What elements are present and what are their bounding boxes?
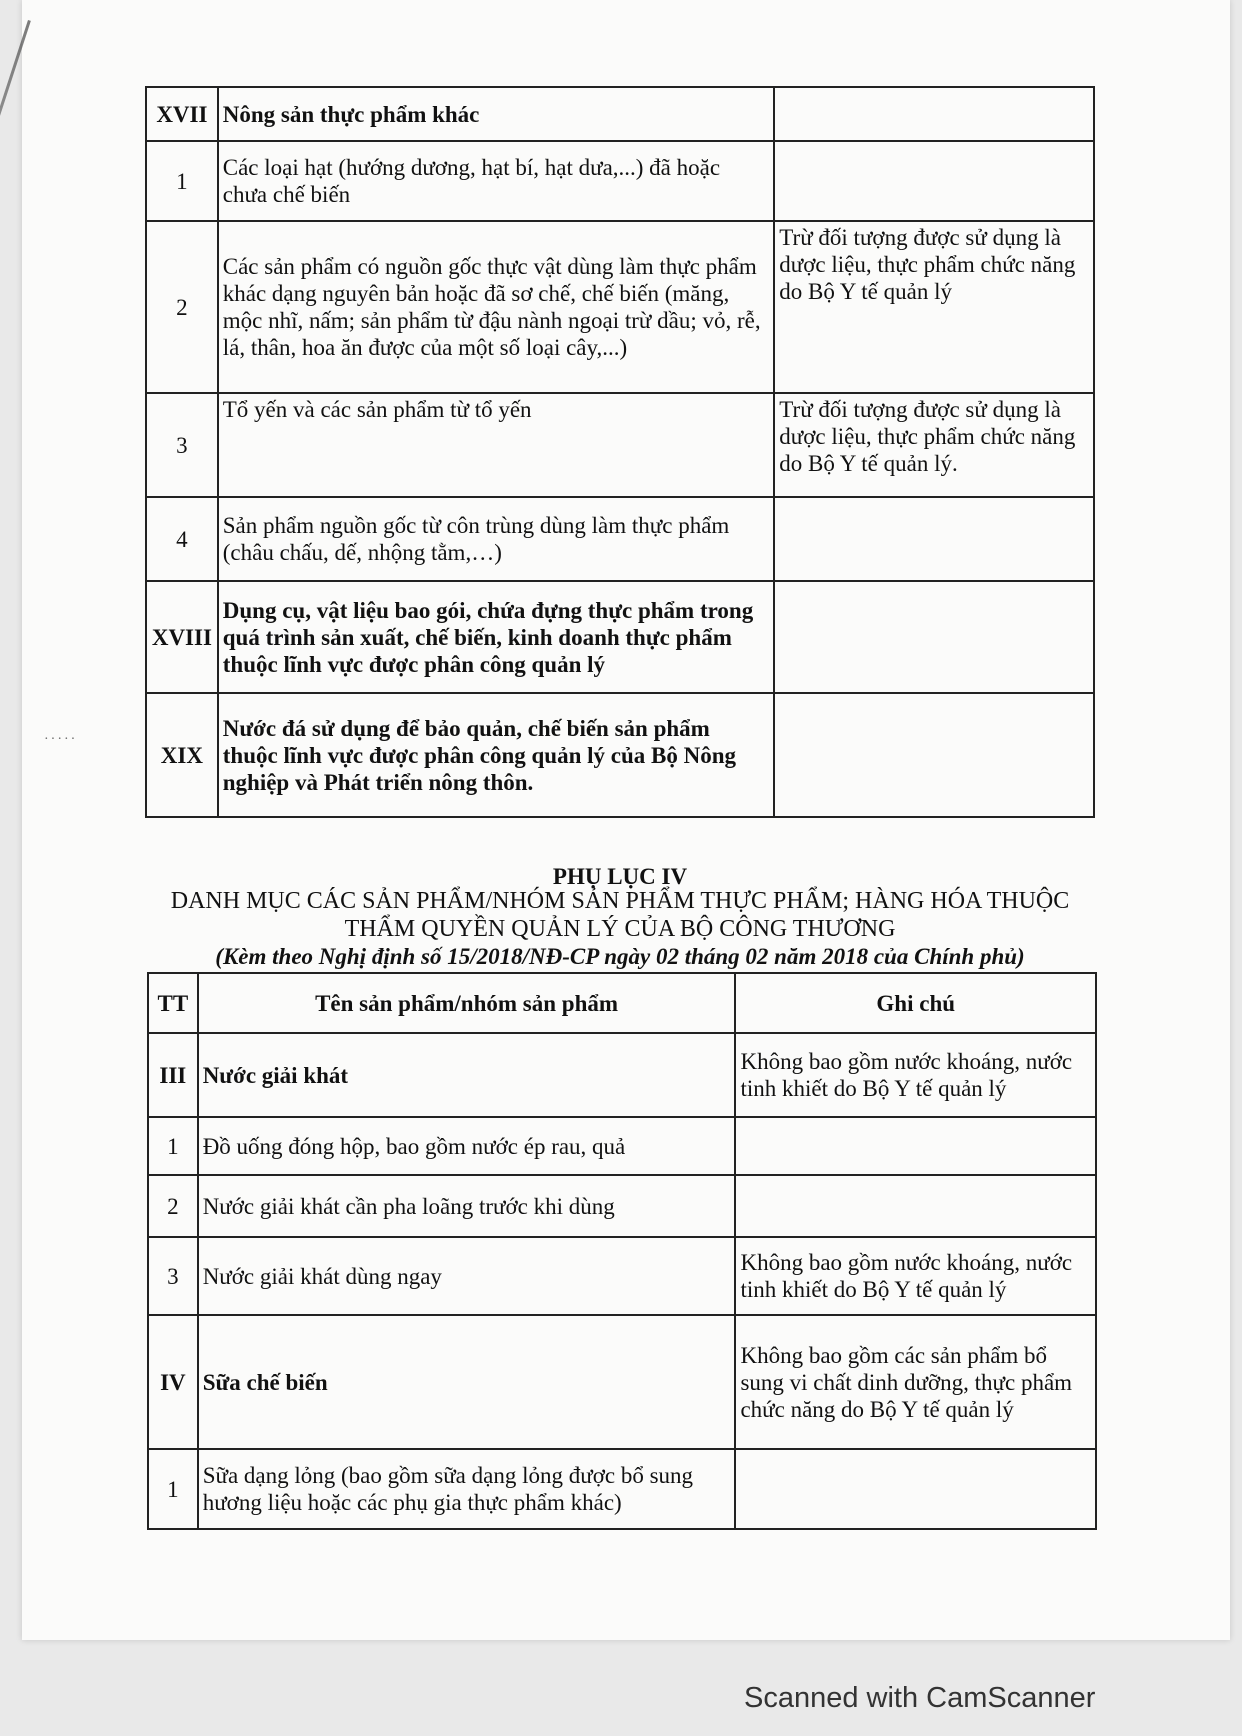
header-note: Ghi chú (735, 973, 1096, 1033)
table-industry-trade-products (147, 972, 1097, 1530)
row-number: III (148, 1033, 198, 1117)
row-number: 1 (148, 1117, 198, 1175)
row-number: IV (148, 1315, 198, 1449)
table-row (146, 581, 1094, 693)
row-product-name: Sữa chế biến (198, 1315, 736, 1449)
row-number: 2 (148, 1175, 198, 1237)
table-row (146, 221, 1094, 393)
row-number: 1 (148, 1449, 198, 1529)
row-product-name: Các loại hạt (hướng dương, hạt bí, hạt dưa,...) đã hoặc chưa chế biến (218, 141, 775, 221)
row-note: Không bao gồm các sản phẩm bổ sung vi chất dinh dưỡng, thực phẩm chức năng do Bộ Y tế quản lý (735, 1315, 1096, 1449)
row-product-name: Đồ uống đóng hộp, bao gồm nước ép rau, quả (198, 1117, 736, 1175)
row-note: Không bao gồm nước khoáng, nước tinh khiết do Bộ Y tế quản lý (735, 1237, 1096, 1315)
row-number: 4 (146, 497, 218, 581)
appendix-subtitle-line2: THẨM QUYỀN QUẢN LÝ CỦA BỘ CÔNG THƯƠNG (344, 916, 896, 942)
row-note (774, 693, 1094, 817)
scanner-watermark: Scanned with CamScanner (744, 1682, 1096, 1714)
table-header-row (148, 973, 1096, 1033)
row-number: 3 (148, 1237, 198, 1315)
table-row (146, 141, 1094, 221)
row-number: 2 (146, 221, 218, 393)
table-row (148, 1033, 1096, 1117)
row-product-name: Sữa dạng lỏng (bao gồm sữa dạng lỏng được bổ sung hương liệu hoặc các phụ gia thực phẩm khác) (198, 1449, 736, 1529)
row-note: Trừ đối tượng được sử dụng là dược liệu, thực phẩm chức năng do Bộ Y tế quản lý. (774, 393, 1094, 497)
table-row (146, 693, 1094, 817)
row-product-name: Nước giải khát cần pha loãng trước khi dùng (198, 1175, 736, 1237)
row-note: Trừ đối tượng được sử dụng là dược liệu, thực phẩm chức năng do Bộ Y tế quản lý (774, 221, 1094, 393)
table-row (148, 1315, 1096, 1449)
table-row (146, 497, 1094, 581)
row-number: 1 (146, 141, 218, 221)
row-number: 3 (146, 393, 218, 497)
table-agricultural-products (145, 86, 1095, 818)
table-row (148, 1237, 1096, 1315)
appendix-decree-reference: (Kèm theo Nghị định số 15/2018/NĐ-CP ngày 02 tháng 02 năm 2018 của Chính phủ) (215, 944, 1025, 969)
row-note (735, 1175, 1096, 1237)
row-number: XIX (146, 693, 218, 817)
row-note (774, 87, 1094, 141)
appendix-title: PHỤ LỤC IV (552, 864, 688, 889)
appendix-subtitle-line1: DANH MỤC CÁC SẢN PHẨM/NHÓM SẢN PHẨM THỰC PHẨM; HÀNG HÓA THUỘC (170, 888, 1070, 914)
row-product-name: Dụng cụ, vật liệu bao gói, chứa đựng thực phẩm trong quá trình sản xuất, chế biến, kinh doanh thực phẩm thuộc lĩnh vực được phân công quản lý (218, 581, 775, 693)
row-product-name: Nước đá sử dụng để bảo quản, chế biến sản phẩm thuộc lĩnh vực được phân công quản lý của Bộ Nông nghiệp và Phát triển nông thôn. (218, 693, 775, 817)
row-product-name: Nông sản thực phẩm khác (218, 87, 775, 141)
row-note (735, 1117, 1096, 1175)
row-product-name: Nước giải khát (198, 1033, 736, 1117)
table-row (148, 1117, 1096, 1175)
row-note: Không bao gồm nước khoáng, nước tinh khiết do Bộ Y tế quản lý (735, 1033, 1096, 1117)
header-product-name: Tên sản phẩm/nhóm sản phẩm (198, 973, 736, 1033)
row-note (774, 497, 1094, 581)
table-row (148, 1175, 1096, 1237)
row-product-name: Các sản phẩm có nguồn gốc thực vật dùng làm thực phẩm khác dạng nguyên bản hoặc đã sơ chế, chế biến (măng, mộc nhĩ, nấm; sản phẩm từ đậu nành ngoại trừ dầu; vỏ, rễ, lá, thân, hoa ăn được của một số loại cây,...) (218, 221, 775, 393)
row-number: XVII (146, 87, 218, 141)
table-row (148, 1449, 1096, 1529)
row-note (735, 1449, 1096, 1529)
margin-dots: ····· (44, 732, 78, 747)
row-note (774, 581, 1094, 693)
row-product-name: Sản phẩm nguồn gốc từ côn trùng dùng làm thực phẩm (châu chấu, dế, nhộng tằm,…) (218, 497, 775, 581)
table-row (146, 87, 1094, 141)
row-number: XVIII (146, 581, 218, 693)
row-product-name: Tổ yến và các sản phẩm từ tổ yến (218, 393, 775, 497)
table-row (146, 393, 1094, 497)
row-product-name: Nước giải khát dùng ngay (198, 1237, 736, 1315)
header-tt: TT (148, 973, 198, 1033)
row-note (774, 141, 1094, 221)
